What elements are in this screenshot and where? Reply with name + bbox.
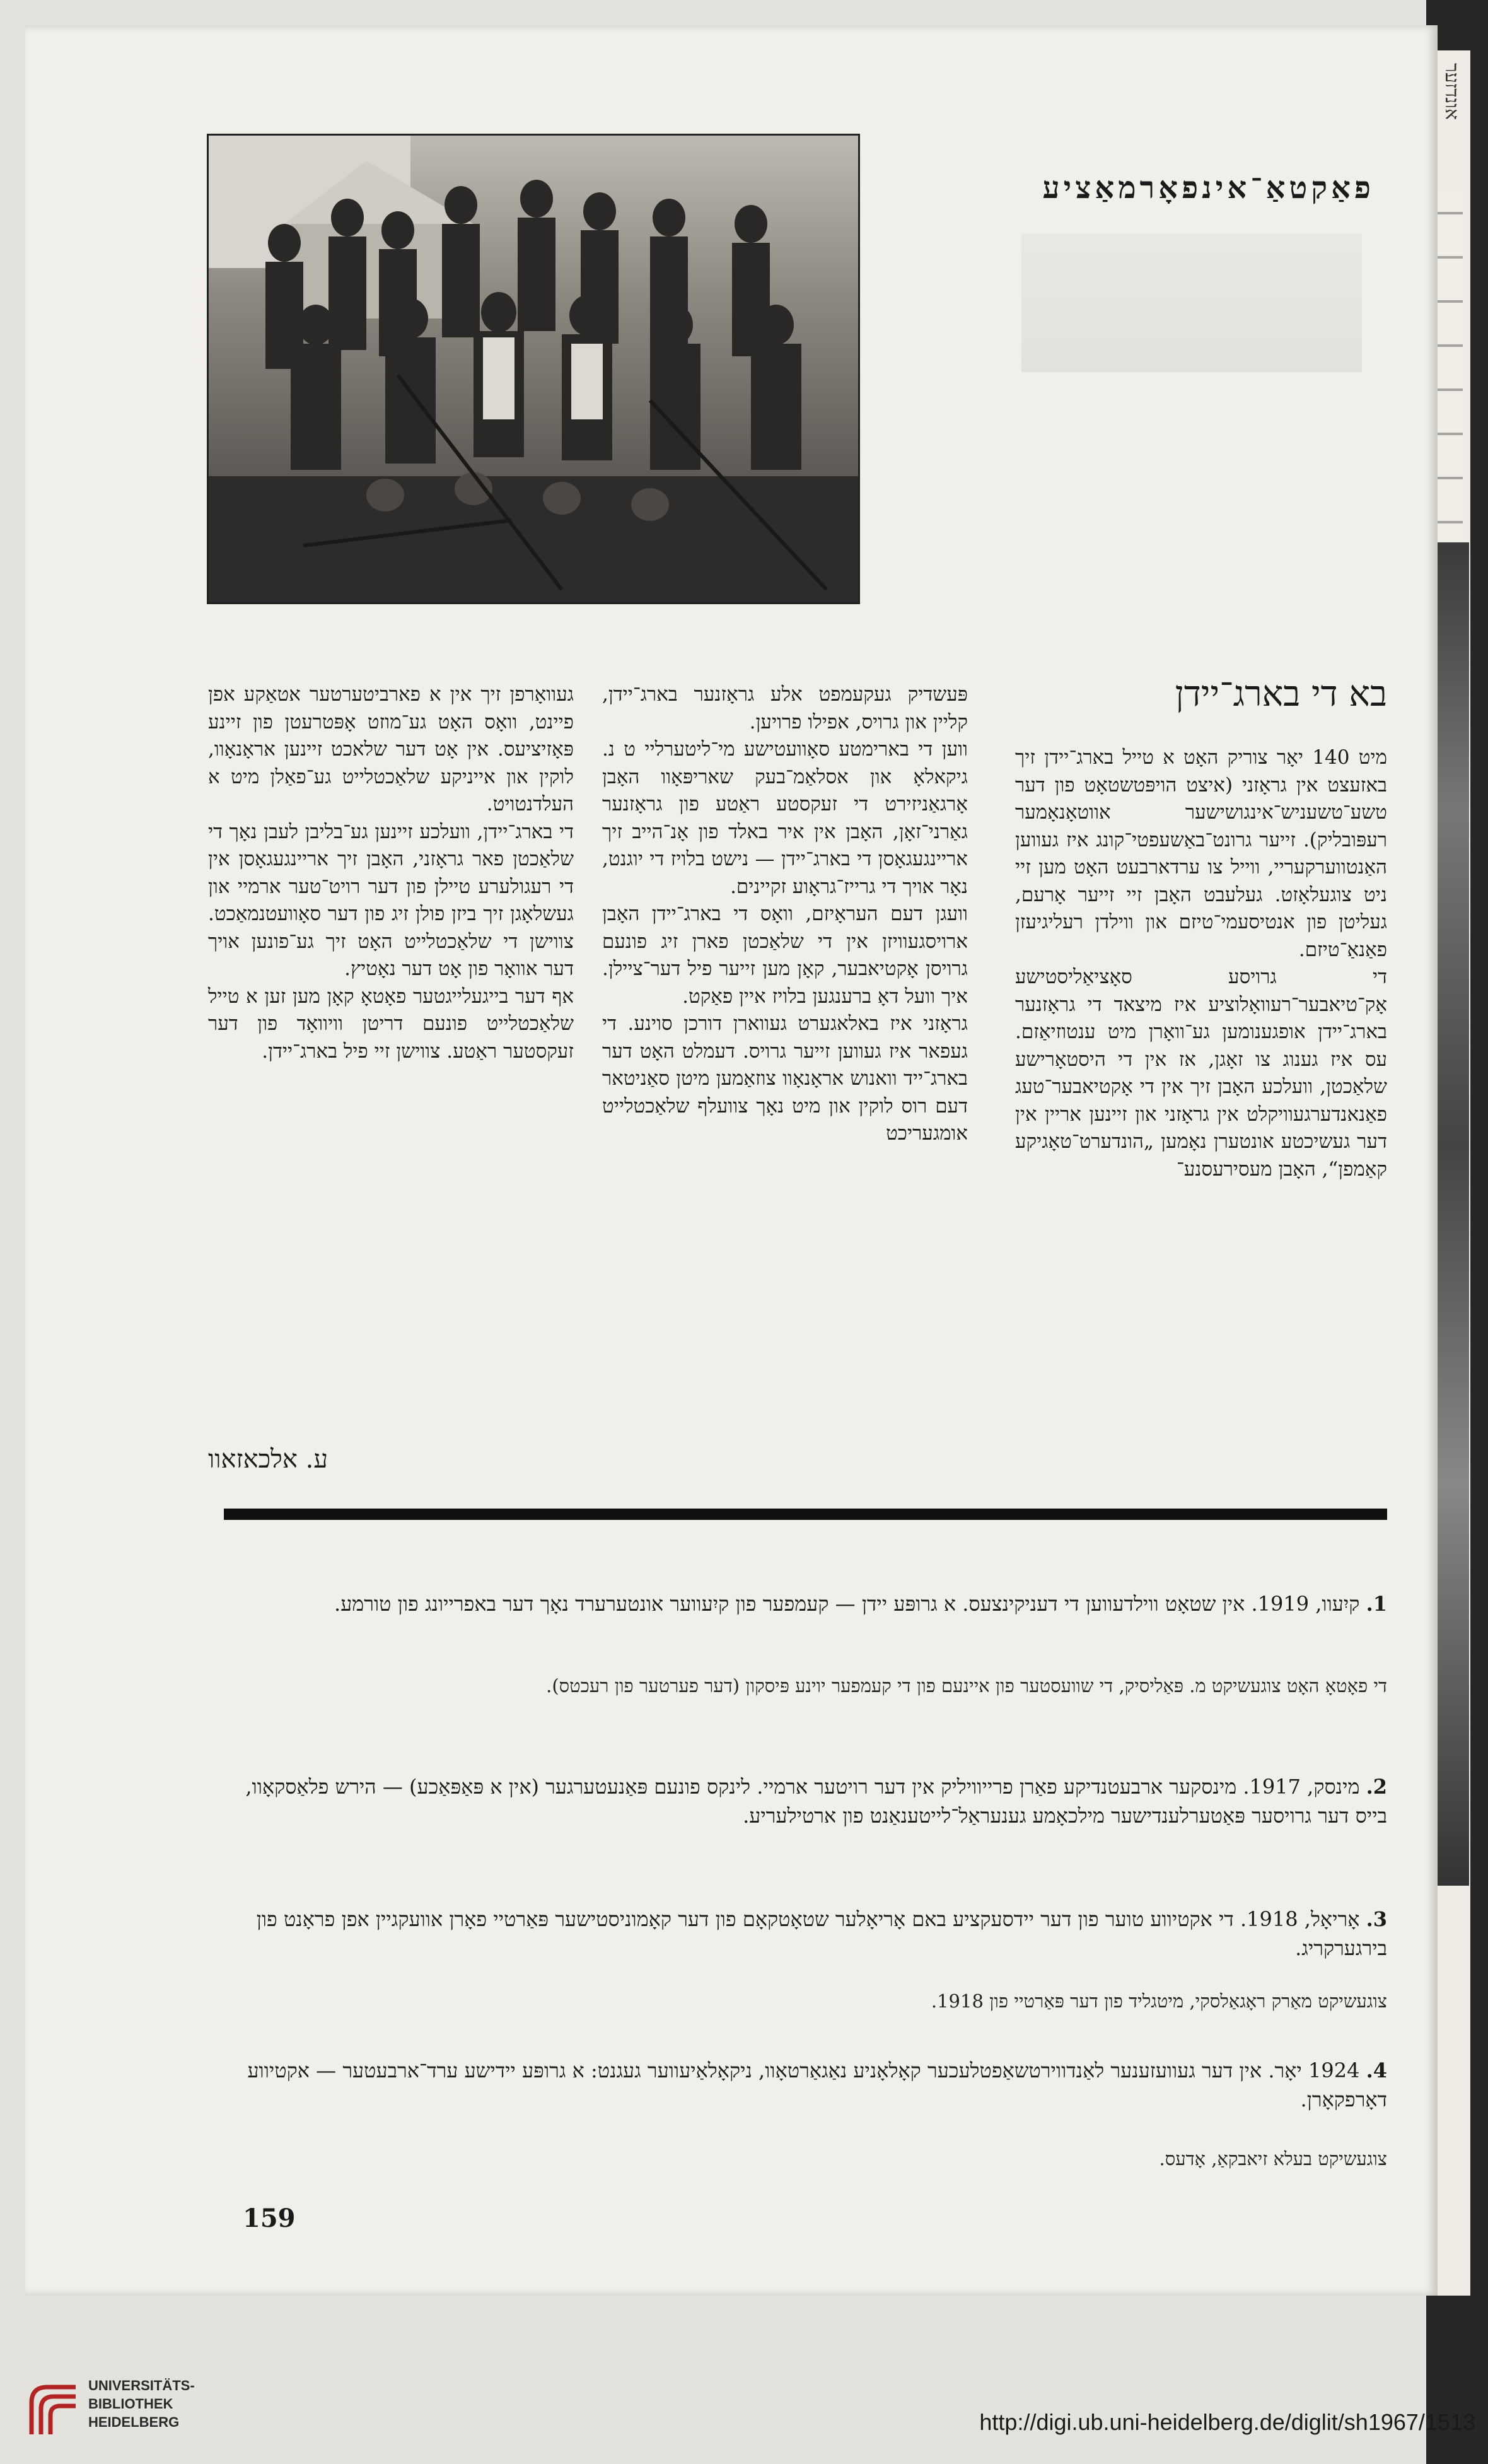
text-column-left <box>208 681 574 1432</box>
paragraph: די בארג־יידן, וועלכע זיינען גע־בליבן לעבן נאָך די שלאַכטן פאר גראָזני, האָבן זיך אריינגעגאָסן אין די רעגולערע טיילן פון דער רויט־טער ארמיי און געשלאָגן זיך ביזן פולן זיג פון דער סאָוועטנמאַכט. צווישן די שלאַכטלייט האָט זיך גע־פונען אויך דער אוואָר פון אָט דער נאָטיץ. <box>208 820 574 980</box>
paragraph: ווען די בארימטע סאָוועטישע מי־ליטערליי ט נ. גיקאלאָ און אסלאַמ־בעק שאריפּאָוו האָבן אָרגאַניזירט די זעקסטע ראַטע פון גראָזנער גאַרני־זאָן, האָבן אין איר באלד פון אָנ־הייב זיך אריינגעגאָסן די בארג־יידן — נישט בלויז די יוגנט, נאָר אויך די גרייז־גראָוע זקיינים. <box>602 738 968 898</box>
page-title: פאַקטאַ־אינפאָרמאַציע <box>1042 170 1375 206</box>
paragraph: די גרויסע סאָציאַליסטישע אָק־טיאבער־רעוואָלוציע איז מיצאד די גראָזנער בארג־יידן אופגענומען גע־וואָרן מיט ענטוזיאַזם. עס איז גענוג צו זאָגן, אז אין די היסטאָרישע שלאַכטן, וועלכע האָבן זיך אין די אָקטיאבער־טעג פאַנאנדערגעוויקלט אין גראָזני און זיינען אריין אין דער געשיכטע אונטערן נאָמען „הונדערט־טאָגיקע קאַמפן“, האָבן מעסירעסנע־ <box>1015 966 1387 1181</box>
paragraph: מיט 140 יאָר צוריק האָט א טייל בארג־יידן זיך באזעצט אין גראָזני (איצט הויפּטשטאָט פון דער טשע־טשעניש־אינגושישער אווטאָנאָמער רעפּובליק). זייער גרונט־באַשעפטי־קונג איז געווען האַנטווערקעריי, ווייל צו ערדארבעט האָט מען זיי ניט צוגעלאָזט. געלעבט האָבן זיי זייער אָרעם, געליטן פון אנטיסעמי־טיזם און ווילדן רעליגיעזן פאַנאַ־טיזם. <box>1015 746 1387 961</box>
section-divider <box>224 1509 1387 1520</box>
paragraph: אף דער בייגעלייגטער פאָטאָ קאָן מען זען א טייל שלאַכטלייט פונעם דריטן וויוואָד פון דער זעקסטער ראַטע. צווישן זיי פיל בארג־יידן. <box>208 984 574 1063</box>
column-heading: בא די בארג־יידן <box>1175 674 1387 715</box>
next-page-header: אונדזער <box>1441 63 1463 120</box>
page-number: 159 <box>243 2204 296 2233</box>
paragraph: גראָזני איז באלאגערט געווארן דורכן סוינע. די געפאר איז געווען זייער גרויס. דעמלט האָט דער בארג־ייד וואנוש אראָנאָוו צוזאַמען מיטן סאַניטאר דעם רוס לוקין און מיט נאָך צוועלף שלאַכטלייט אומגעריכט <box>602 1012 968 1145</box>
caption-text: מינסק, 1917. מינסקער ארבעטנדיקע פאַרן פרייוויליק אין דער רויטער ארמיי. לינקס פונעם פּאַנעטערגער (אין א פּאַפּאַכע) — הירש פלאַסקאָוו, בייס דער גרויסער פּאַטערלענדישער מילכאָמע גענעראַל־לייטענאַנט פון ארטילעריע. <box>245 1775 1387 1828</box>
library-line: HEIDELBERG <box>88 2414 180 2430</box>
author-signature: ע. אלכאזאוו <box>208 1445 328 1474</box>
group-photo <box>207 134 860 604</box>
caption-number: 4. <box>1366 2058 1387 2082</box>
caption-1-credit <box>233 1671 1387 1700</box>
text-column-middle <box>602 681 968 1457</box>
caption-1 <box>233 1589 1387 1618</box>
faded-show-through <box>1021 233 1362 372</box>
text-column-right <box>1015 744 1387 1495</box>
caption-number: 1. <box>1366 1592 1387 1616</box>
caption-number: 3. <box>1366 1907 1387 1931</box>
caption-3-credit <box>233 1987 1387 2016</box>
caption-4-credit <box>233 2144 1387 2173</box>
caption-text: קיִעוו, 1919. אין שטאָט ווילדעווען די דעניקינצעס. א גרופּע יידן — קעמפער פון קיִעווער אונטערערד נאָך דער באפרייונג פון טורמע. <box>334 1592 1360 1616</box>
paragraph: פּעשדיק געקעמפט אלע גראָזנער בארג־יידן, קליין און גרויס, אפילו פרויען. <box>602 683 968 733</box>
library-logo-icon <box>19 2374 88 2444</box>
caption-credit-text: די פאָטאָ האָט צוגעשיקט מ. פּאַליסיק, די שוועסטער פון איינעם פון די קעמפער יוינע פּיסקון (דער פערטער פון רעכטס). <box>546 1675 1387 1696</box>
paragraph: געוואָרפן זיך אין א פארביטערטער אטאַקע אפן פיינט, וואָס האָט גע־מוזט אָפּטרעטן פון זיינע פּאָזיציעס. אין אָט דער שלאכט זיינען אראָנאָוו, לוקין און אייניקע שלאַכטלייט גע־פאַלן מיט א העלדנטויט. <box>208 683 574 815</box>
caption-number: 2. <box>1366 1775 1387 1799</box>
caption-text: 1924 יאָר. אין דער געוועזענער לאַנדווירטשאַפטלעכער קאָלאָניע נאַגאַרטאָוו, ניקאָלאַיעווער געגנט: א גרופּע יידישע ערד־ארבעטער — אקטיווע דאָרפקאָרן. <box>247 2058 1387 2111</box>
paragraph: וועגן דעם העראָיזם, וואָס די בארג־יידן האָבן ארויסגעוויזן אין די שלאַכטן פארן זיג פונעם גרויסן אָקטיאבער, קאָן מען זייער פיל דער־ציילן. איך וועל דאָ ברענגען בלויז איין פאַקט. <box>602 902 968 1008</box>
caption-credit-text: צוגעשיקט מאַרק ראָגאַלסקי, מיטגליד פון דער פּאַרטיי פון 1918. <box>931 1990 1387 2012</box>
library-line: UNIVERSITÄTS- <box>88 2378 195 2393</box>
caption-credit-text: צוגעשיקט בעלא זיאבקאַ, אָדעס. <box>1159 2148 1387 2169</box>
library-line: BIBLIOTHEK <box>88 2396 173 2412</box>
library-name <box>88 2376 277 2446</box>
caption-2 <box>233 1772 1387 1830</box>
caption-text: אָריאָל, 1918. די אקטיווע טוער פון דער יידסעקציע באם אָריאָלער שטאָטקאָם פון דער קאָמוניסטישער פּאַרטיי פאָרן אוועקגיין אפן פראָנט פון בירגערקריג. <box>256 1907 1387 1960</box>
caption-3 <box>233 1905 1387 1963</box>
caption-4 <box>233 2056 1387 2114</box>
source-url-link[interactable]: http://digi.ub.uni-heidelberg.de/diglit/sh1967/1513 <box>979 2409 1475 2435</box>
